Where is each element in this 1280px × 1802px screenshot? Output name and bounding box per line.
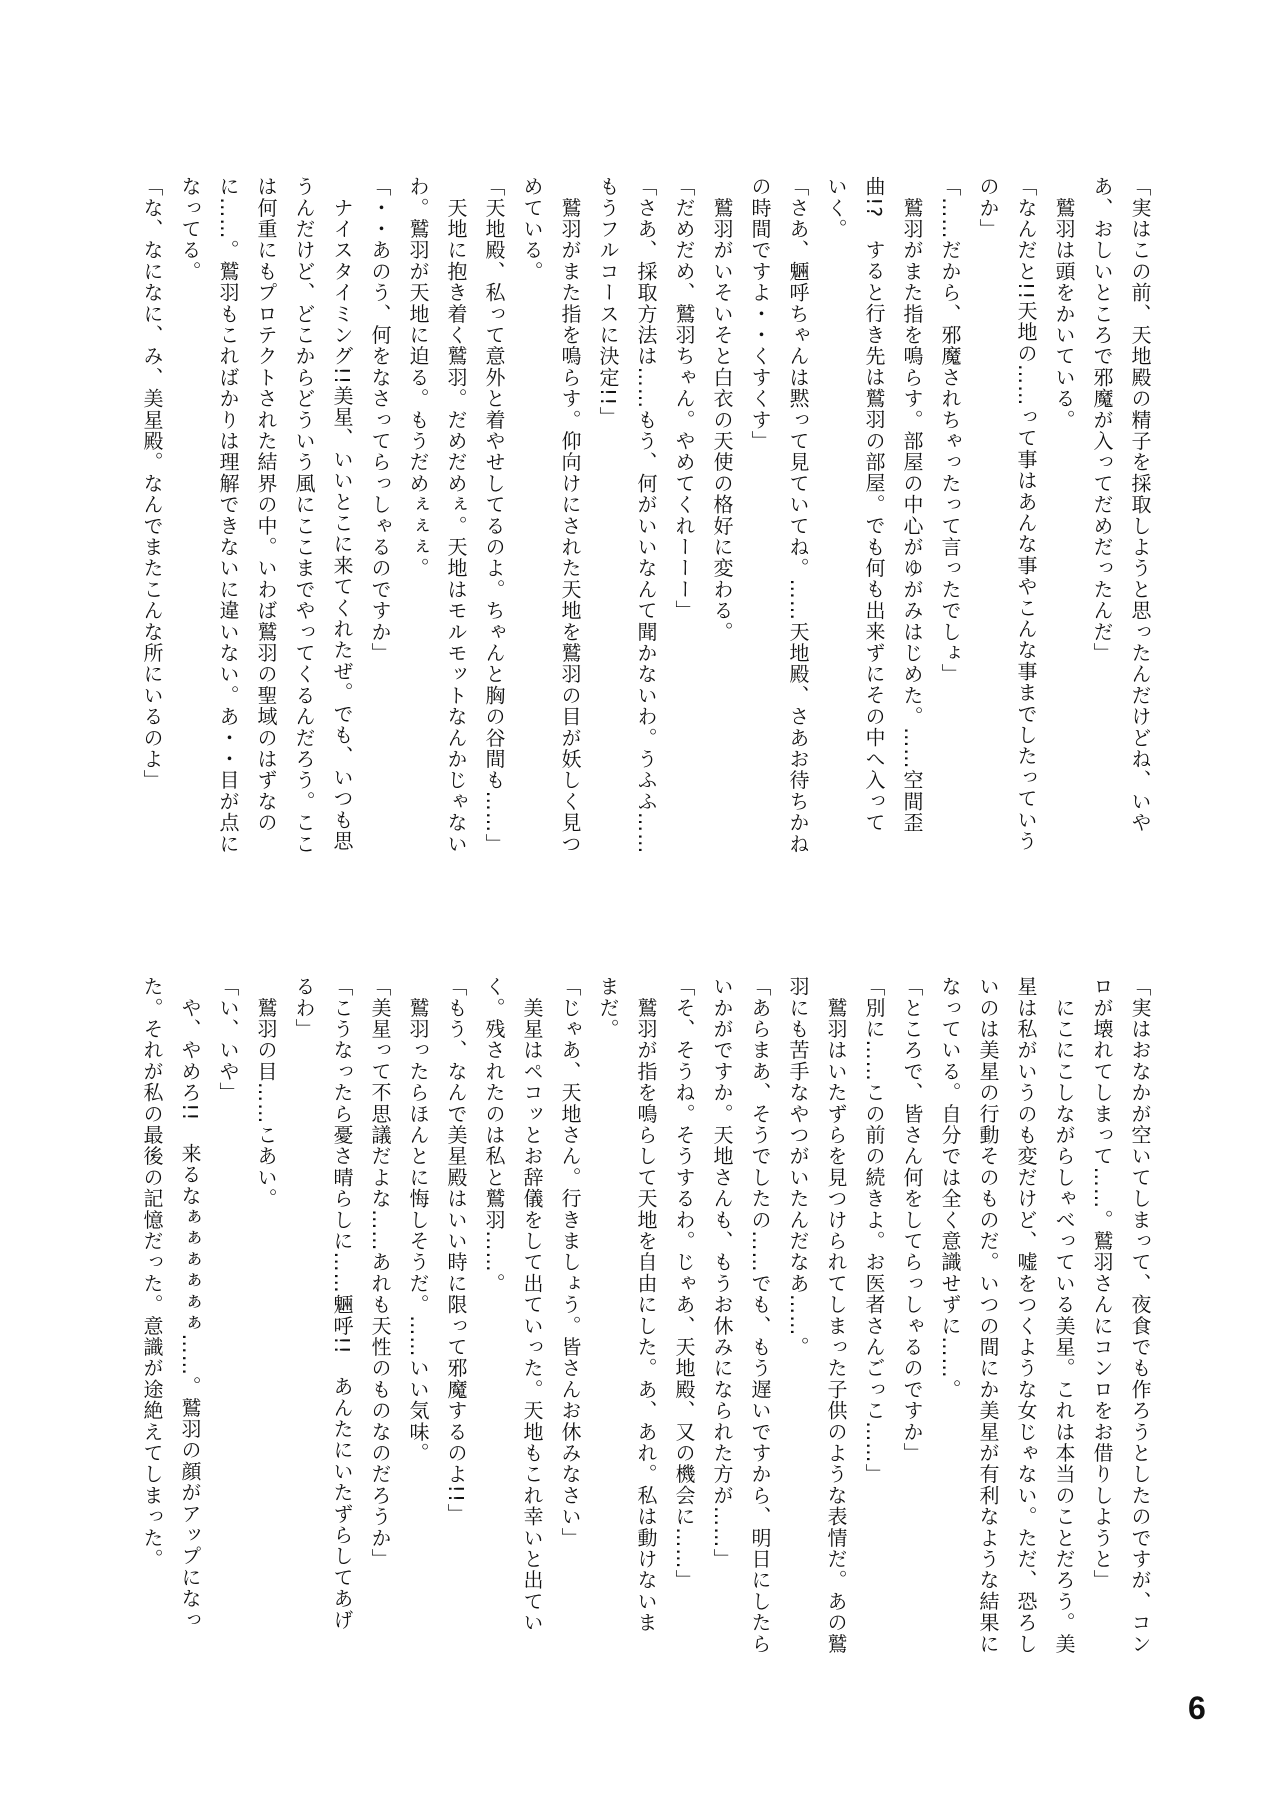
text-column: 鷲羽の目……こあい。 <box>254 976 278 1210</box>
text-column: あ、おしいところで邪魔が入ってだめだったんだ」 <box>1090 176 1114 664</box>
text-column: に……。鷲羽もこればかりは理解できないに違いない。あ・・目が点に <box>216 176 240 855</box>
page-number: 6 <box>1188 1690 1206 1726</box>
text-column: うんだけど、どこからどういう風にここまでやってくるんだろう。ここ <box>292 176 316 855</box>
text-column: 「天地殿、私って意外と着やせしてるのよ。ちゃんと胸の谷間も……」 <box>482 176 506 855</box>
text-column: 「だめだめ、鷲羽ちゃん。やめてくれーーー」 <box>672 176 696 622</box>
text-column: いのは美星の行動そのものだ。いつの間にか美星が有利なような結果に <box>976 976 1000 1655</box>
text-column: 美星はペコッとお辞儀をして出ていった。天地もこれ幸いと出てい <box>520 976 544 1634</box>
text-column: 「い、いや」 <box>216 976 240 1104</box>
text-column: なってる。 <box>178 176 202 282</box>
text-column: めている。 <box>520 176 544 282</box>
text-column: 「・・あのう、何をなさってらっしゃるのですか」 <box>368 176 392 664</box>
text-column: ナイスタイミング!!美星、いいとこに来てくれたぜ。でも、いつも思 <box>330 176 354 852</box>
text-column: 鷲羽が指を鳴らして天地を自由にした。あ、あれ。私は動けないま <box>634 976 658 1634</box>
text-column: 「そ、そうね。そうするわ。じゃあ、天地殿、又の機会に……」 <box>672 976 696 1591</box>
text-column: の時間ですよ・・くすくす」 <box>748 176 772 452</box>
text-column: 曲!? すると行き先は鷲羽の部屋。でも何も出来ずにその中へ入って <box>862 176 886 834</box>
text-column: 鷲羽がまた指を鳴らす。部屋の中心がゆがみはじめた。……空間歪 <box>900 176 924 834</box>
text-column: にこにこしながらしゃべっている美星。これは本当のことだろう。美 <box>1052 976 1076 1655</box>
text-column: 鷲羽ったらほんとに悔しそうだ。……いい気味。 <box>406 976 430 1464</box>
text-column: 鷲羽がいそいそと白衣の天使の格好に変わる。 <box>710 176 734 643</box>
text-column: 「こうなったら憂さ晴らしに……魎呼!! あんたにいたずらしてあげ <box>330 976 354 1631</box>
lower-text-block <box>133 976 1159 1655</box>
text-column: 羽にも苦手なやつがいたんだなあ……。 <box>786 976 810 1358</box>
text-column: た。それが私の最後の記憶だった。意識が途絶えてしまった。 <box>140 976 164 1570</box>
text-column: 「……だから、邪魔されちゃったって言ったでしょ」 <box>938 176 962 685</box>
text-column: 「じゃあ、天地さん。行きましょう。皆さんお休みなさい」 <box>558 976 582 1549</box>
text-column: 「美星って不思議だよな……あれも天性のものなのだろうか」 <box>368 976 392 1570</box>
text-column: 「もう、なんで美星殿はいい時に限って邪魔するのよ!!」 <box>444 976 468 1525</box>
text-column: 「さあ、魎呼ちゃんは黙って見ていてね。……天地殿、さあお待ちかね <box>786 176 810 855</box>
text-column: 鷲羽はいたずらを見つけられてしまった子供のような表情だ。あの鷲 <box>824 976 848 1655</box>
text-column: く。残されたのは私と鷲羽……。 <box>482 976 506 1294</box>
text-column: のか」 <box>976 176 1000 240</box>
upper-text-block <box>133 176 1159 855</box>
text-column: 「さあ、採取方法は……もう、何がいいなんて聞かないわ。うふふ…… <box>634 176 658 855</box>
text-column: は何重にもプロテクトされた結界の中。いわば鷲羽の聖域のはずなの <box>254 176 278 834</box>
text-column: 星は私がいうのも変だけど、嘘をつくような女じゃない。ただ、恐ろし <box>1014 976 1038 1655</box>
text-column: もうフルコースに決定!!」 <box>596 176 620 428</box>
text-column: 「なんだと!!天地の……って事はあんな事やこんな事までしたっていう <box>1014 176 1038 852</box>
text-column: 「実はおなかが空いてしまって、夜食でも作ろうとしたのですが、コン <box>1128 976 1152 1655</box>
text-column: 「別に……この前の続きよ。お医者さんごっこ……」 <box>862 976 886 1485</box>
text-column: ロが壊れてしまって……。鷲羽さんにコンロをお借りしようと」 <box>1090 976 1114 1591</box>
text-column: なっている。自分では全く意識せずに……。 <box>938 976 962 1400</box>
text-column: るわ」 <box>292 976 316 1040</box>
text-column: 「な、なになに、み、美星殿。なんでまたこんな所にいるのよ」 <box>140 176 164 791</box>
text-column: 「あらまあ、そうでしたの……でも、もう遅いですから、明日にしたら <box>748 976 772 1655</box>
text-column: や、やめろ!! 来るなぁぁぁぁぁぁ……。鷲羽の顔がアップになっ <box>178 976 202 1631</box>
text-column: 天地に抱き着く鷲羽。だめだめぇ。天地はモルモットなんかじゃない <box>444 176 468 855</box>
text-column: 鷲羽がまた指を鳴らす。仰向けにされた天地を鷲羽の目が妖しく見つ <box>558 176 582 855</box>
text-column: 「実はこの前、天地殿の精子を採取しようと思ったんだけどね、いや <box>1128 176 1152 834</box>
text-column: まだ。 <box>596 976 620 1040</box>
text-column: 「ところで、皆さん何をしてらっしゃるのですか」 <box>900 976 924 1464</box>
text-column: わ。鷲羽が天地に迫る。もうだめぇぇぇ。 <box>406 176 430 579</box>
text-column: いかがですか。天地さんも、もうお休みになられた方が……」 <box>710 976 734 1570</box>
text-column: 鷲羽は頭をかいている。 <box>1052 176 1076 431</box>
text-column: いく。 <box>824 176 848 240</box>
